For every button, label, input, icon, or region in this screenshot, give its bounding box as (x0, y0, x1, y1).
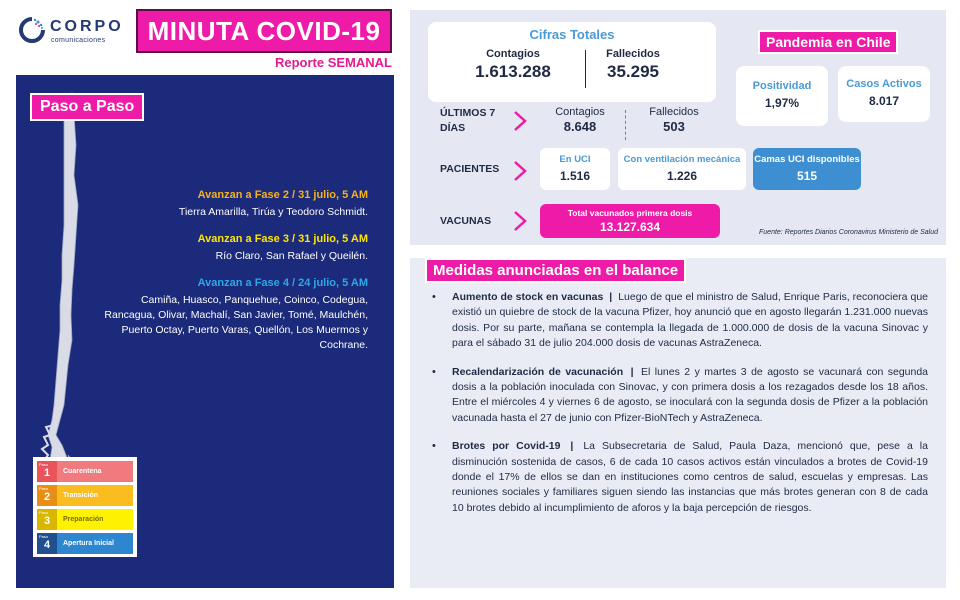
legend-row-2 (37, 485, 133, 506)
phase-3-block (148, 233, 368, 264)
phase-legend (33, 457, 137, 557)
chevron-right-icon (512, 210, 528, 232)
chevron-right-icon (512, 160, 528, 182)
legend-num-text: 1 (43, 467, 51, 479)
ventilacion-value: 1.226 (666, 169, 698, 183)
uci-card (540, 148, 610, 190)
camas-uci-label: Camas UCI disponibles (754, 154, 860, 165)
legend-prefix: Paso (39, 486, 49, 491)
page-title: MINUTA COVID-19 (147, 15, 381, 46)
vacunados-value: 13.127.634 (599, 220, 661, 234)
phase-4-title: Avanzan a Fase 4 / 24 julio, 5 AM (197, 277, 368, 289)
logo-name: CORPO (50, 18, 124, 35)
ultimos-7-dias-label: ÚLTIMOS 7 DÍAS (440, 107, 496, 134)
vacunados-label: Total vacunados primera dosis (567, 208, 693, 218)
legend-num-text: 3 (43, 515, 51, 527)
legend-name-3: Preparación (57, 509, 133, 530)
list-item (428, 290, 928, 352)
legend-number-2 (37, 485, 57, 506)
seven-contagios-label: Contagios (555, 106, 605, 118)
casos-activos-card (838, 66, 930, 122)
camas-uci-card (753, 148, 861, 190)
measure-separator: | (609, 291, 613, 303)
vacunados-card (540, 204, 720, 238)
logo-subtitle: comunicaciones (51, 37, 106, 44)
report-label: Reporte SEMANAL (274, 55, 392, 70)
measure-title: Brotes por Covid-19 (452, 440, 561, 453)
totals-fallecidos (568, 48, 698, 82)
corpo-logo (18, 14, 128, 48)
measures-panel (410, 258, 946, 588)
legend-prefix: Paso (39, 510, 49, 515)
vacunas-label: VACUNAS (440, 215, 492, 227)
legend-number-3 (37, 509, 57, 530)
list-item (428, 439, 928, 516)
totals-fallecidos-label: Fallecidos (606, 48, 660, 60)
legend-row-1 (37, 461, 133, 482)
phase-4-text: Camiña, Huasco, Panquehue, Coinco, Codegua, Rancagua, Olivar, Machalí, San Javier, Tomé, Maulchén, Puerto Octay, Puerto Varas, Quellón, Los Muermos y Cochrane. (104, 294, 368, 351)
positividad-value: 1,97% (764, 96, 800, 110)
page-title-box (136, 9, 392, 53)
totals-contagios-value: 1.613.288 (475, 62, 551, 81)
uci-value: 1.516 (559, 169, 591, 183)
phase-2-title: Avanzan a Fase 2 / 31 julio, 5 AM (197, 189, 368, 201)
ventilacion-label: Con ventilación mecánica (623, 154, 741, 165)
seven-fallecidos-value: 503 (663, 119, 685, 134)
uci-label: En UCI (559, 154, 591, 165)
paso-a-paso-panel (16, 75, 394, 588)
legend-number-1 (37, 461, 57, 482)
camas-uci-value: 515 (796, 169, 818, 183)
casos-activos-value: 8.017 (868, 94, 900, 108)
measure-text: La Subsecretaria de Salud, Paula Daza, mencionó que, pese a la disminución sostenida de casos, 6 de cada 10 casos activos están vinculados a brotes de Covid-19 donde el 17% de ellos se dan en instituciones como centros de salud, escuelas y empresas. Las reuniones sociales y familiares siguen siendo las instancias que más brotes generan con 8 de cada 10 brotes debido al incumplimiento de aforos y la baja percepción de riesgos. (452, 440, 928, 514)
legend-prefix: Paso (39, 462, 49, 467)
measures-title: Medidas anunciadas en el balance (425, 258, 686, 283)
seven-fallecidos-label: Fallecidos (649, 106, 699, 118)
totals-fallecidos-value: 35.295 (607, 62, 659, 81)
legend-num-text: 4 (43, 539, 51, 551)
casos-activos-label: Casos Activos (846, 78, 922, 90)
positividad-label: Positividad (752, 80, 812, 92)
source-note: Fuente: Reportes Diarios Coronavirus Ministerio de Salud (759, 229, 938, 236)
phase-2-block (148, 189, 368, 220)
measure-text: Luego de que el ministro de Salud, Enrique Paris, reconociera que existió un quiebre de stock de la vacuna Pfizer, hoy anunció que en agosto llegarán 1.231.000 nuevas dosis. Por su parte, mañana se contempla la llegada de 1.000.000 de dosis de la vacuna Sinovac y para el sábado 31 de julio 204.000 dosis de vacunas AstraZeneca. (452, 291, 928, 350)
measure-separator: | (570, 440, 574, 453)
totals-contagios-label: Contagios (486, 48, 540, 60)
legend-prefix: Paso (39, 534, 49, 539)
legend-name-1: Cuarentena (57, 461, 133, 482)
ventilacion-card (618, 148, 746, 190)
totals-contagios (448, 48, 578, 82)
legend-row-4 (37, 533, 133, 554)
measure-text: El lunes 2 y martes 3 de agosto se vacunará con segunda dosis a la población inoculada con Sinovac, y con primera dosis a los rezagados desde los 18 años. Entre el miércoles 4 y viernes 6 de agosto, se inoculará con la segunda dosis de Pfizer a la población vacunada hasta el 27 de junio con Pfizer-BioNTech y AstraZeneca. (452, 365, 929, 424)
seven-contagios (540, 106, 620, 134)
seven-divider (625, 110, 626, 140)
positividad-card (736, 66, 828, 126)
pacientes-label: PACIENTES (440, 163, 500, 175)
legend-number-4 (37, 533, 57, 554)
pandemia-title: Pandemia en Chile (758, 30, 898, 54)
corpo-logo-icon (18, 16, 46, 44)
chevron-right-icon (512, 110, 528, 132)
paso-a-paso-title: Paso a Paso (30, 93, 144, 121)
measure-title: Aumento de stock en vacunas (452, 291, 604, 303)
measure-separator: | (630, 365, 634, 378)
measures-list (428, 290, 928, 529)
seven-contagios-value: 8.648 (563, 119, 597, 134)
legend-num-text: 2 (43, 491, 51, 503)
totals-card (428, 22, 716, 102)
stats-panel (410, 10, 946, 245)
legend-name-4: Apertura Inicial (57, 533, 133, 554)
legend-row-3 (37, 509, 133, 530)
phase-3-title: Avanzan a Fase 3 / 31 julio, 5 AM (197, 233, 368, 245)
phase-2-text: Tierra Amarilla, Tirúa y Teodoro Schmidt. (178, 206, 368, 218)
legend-name-2: Transición (57, 485, 133, 506)
totals-title: Cifras Totales (529, 27, 615, 42)
measure-title: Recalendarización de vacunación (452, 365, 624, 378)
seven-fallecidos (634, 106, 714, 134)
phase-4-block (98, 277, 368, 353)
phase-3-text: Río Claro, San Rafael y Queilén. (215, 250, 368, 262)
list-item (428, 365, 928, 427)
